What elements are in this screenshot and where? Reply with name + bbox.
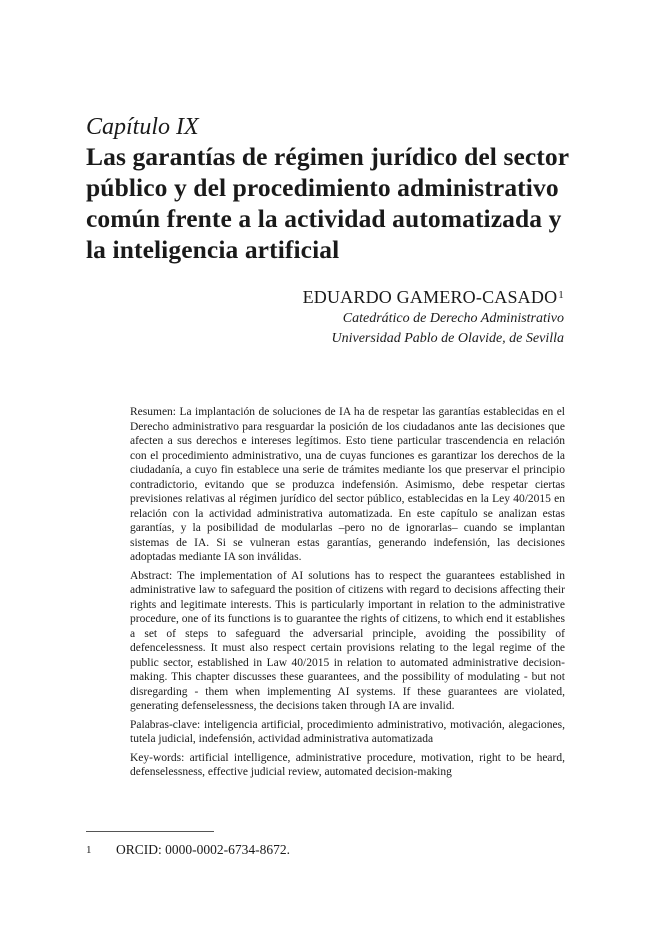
chapter-title-line: común frente a la actividad automatizada y xyxy=(86,204,562,233)
footnote-number: 1 xyxy=(86,844,92,856)
keywords-text: artificial intelligence, administrative procedure, motivation, right to be heard, defenselessness, effective judicial review, automated decision-making xyxy=(130,751,565,778)
footnote-text: ORCID: 0000-0002-6734-8672. xyxy=(116,842,290,857)
chapter-title-line: Las garantías de régimen jurídico del sector xyxy=(86,142,570,171)
chapter-title-line: la inteligencia artificial xyxy=(86,235,340,264)
footnote xyxy=(86,841,290,859)
author-institution: Universidad Pablo de Olavide, de Sevilla xyxy=(331,331,564,346)
keywords-label: Key-words: xyxy=(130,751,185,764)
abstract-label: Abstract: xyxy=(130,569,173,582)
abstract-paragraph xyxy=(130,569,565,714)
palabras-clave-paragraph xyxy=(130,718,565,747)
chapter-title-line: público y del procedimiento administrativo xyxy=(86,173,559,202)
resumen-text: La implantación de soluciones de IA ha de respetar las garantías establecidas en el Derecho administrativo para resguardar la posición de los ciudadanos ante las decisiones que afecten a sus derechos e intereses legítimos. Esto tiene particular trascendencia en relación con el procedimiento administrativo, una de cuyas funciones es garantizar los derechos de la ciudadanía, a cuyo fin establece una serie de trámites mediante los que preservar el principio contradictorio, evitando que se produzca indefensión. Asimismo, debe respetar ciertas previsiones relativas al régimen jurídico del sector público, establecidas en la Ley 40/2015 en relación con la actividad administrativa automatizada. En este capítulo se analizan estas garantías, y la posibilidad de modularlas –pero no de ignorarlas– cuando se implantan sistemas de IA. Si se vulneran estas garantías, generando indefensión, las decisiones adoptadas mediante IA son inválidas. xyxy=(130,406,565,563)
palabras-clave-label: Palabras-clave: xyxy=(130,718,201,731)
keywords-paragraph xyxy=(130,751,565,780)
resumen-label: Resumen: xyxy=(130,406,176,418)
author-name-line xyxy=(303,285,564,309)
palabras-clave-text: inteligencia artificial, procedimiento administrativo, motivación, alegaciones, tutela judicial, indefensión, actividad administrativa automatizada xyxy=(130,718,566,745)
author-position: Catedrático de Derecho Administrativo xyxy=(342,311,564,326)
abstract-block xyxy=(130,405,565,784)
author-block xyxy=(303,285,564,349)
abstract-text: The implementation of AI solutions has to respect the guarantees established in administrative law to safeguard the position of citizens with regard to decisions affecting their rights and legitimate interests. This is particularly important in relation to the administrative procedure, one of its functions is to guarantee the rights of citizens, to which end it establishes a set of steps to safeguard the adversarial principle, avoiding the possibility of defencelessness. It must also respect certain provisions relating to the legal regime of the public sector, established in Law 40/2015 in relation to automated administrative decision-making. This chapter discusses these guarantees, and the possibility of modulating - but not disregarding - them when implementing AI systems. If these guarantees are violated, generating defenselessness, the decisions taken through IA are invalid. xyxy=(130,569,565,712)
chapter-label: Capítulo IX xyxy=(86,114,199,140)
author-name: EDUARDO GAMERO-CASADO xyxy=(302,287,558,307)
author-footnote-mark[interactable]: 1 xyxy=(558,289,564,301)
footnote-divider xyxy=(86,831,214,832)
resumen-paragraph xyxy=(130,405,565,565)
chapter-title xyxy=(86,141,586,265)
